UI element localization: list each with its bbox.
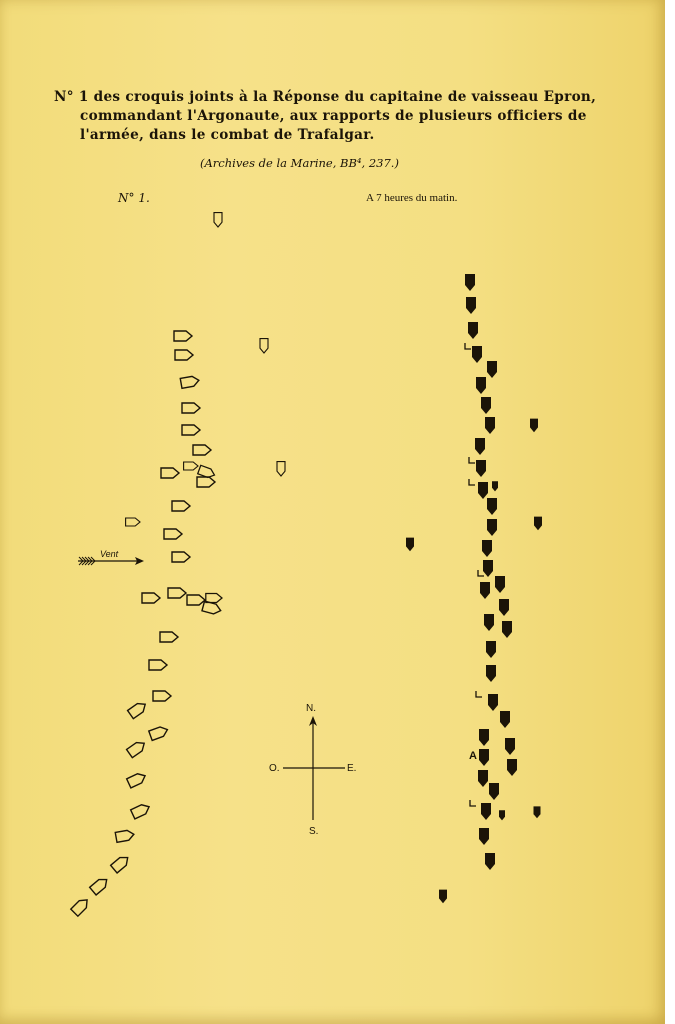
open-ship-hull-icon bbox=[175, 350, 193, 360]
filled-ship-hull-icon bbox=[476, 460, 486, 477]
filled-ship-hull-icon bbox=[472, 346, 482, 363]
filled-ship-hull-icon bbox=[480, 582, 490, 599]
flag-icon bbox=[470, 800, 476, 806]
filled-ship-hull-icon bbox=[488, 694, 498, 711]
flag-icon bbox=[476, 691, 482, 697]
compass-west-label: O. bbox=[269, 763, 280, 774]
open-ship-hull-icon bbox=[164, 529, 182, 539]
filled-ship-hull-icon bbox=[507, 759, 517, 776]
open-ship-hull-icon bbox=[153, 691, 171, 701]
open-ship-hull-icon bbox=[197, 477, 215, 487]
filled-ship-hull-icon bbox=[487, 361, 497, 378]
open-ship-hull-icon bbox=[172, 501, 190, 511]
filled-ship-hull-icon bbox=[406, 538, 414, 552]
filled-ship-hull-icon bbox=[485, 853, 495, 870]
filled-ship-hull-icon bbox=[499, 810, 505, 820]
open-ship-hull-icon bbox=[202, 601, 222, 615]
open-ship-hull-icon bbox=[115, 829, 134, 842]
filled-ship-hull-icon bbox=[500, 711, 510, 728]
time-label: A 7 heures du matin. bbox=[366, 192, 458, 204]
ship-label-a: A bbox=[469, 750, 477, 762]
open-ship-hull-icon bbox=[71, 896, 91, 916]
open-ship-hull-icon bbox=[182, 403, 200, 413]
filled-ship-hull-icon bbox=[439, 890, 447, 904]
archive-source: (Archives de la Marine, BB⁴, 237.) bbox=[200, 156, 399, 170]
open-ship-hull-icon bbox=[126, 518, 140, 526]
filled-ship-hull-icon bbox=[478, 770, 488, 787]
filled-ship-hull-icon bbox=[486, 665, 496, 682]
filled-ship-hull-icon bbox=[534, 806, 541, 818]
open-ship-hull-icon bbox=[174, 331, 192, 341]
filled-ship-hull-icon bbox=[479, 749, 489, 766]
open-ship-hull-icon bbox=[127, 771, 148, 788]
filled-ship-hull-icon bbox=[483, 560, 493, 577]
open-ship-hull-icon bbox=[260, 339, 268, 353]
open-ship-hull-icon bbox=[168, 588, 186, 598]
filled-ship-hull-icon bbox=[465, 274, 475, 291]
open-ship-hull-icon bbox=[142, 593, 160, 603]
filled-ship-hull-icon bbox=[486, 641, 496, 658]
flag-icon bbox=[465, 343, 471, 349]
open-ship-hull-icon bbox=[180, 375, 199, 388]
flag-icon bbox=[469, 457, 475, 463]
filled-ship-hull-icon bbox=[481, 397, 491, 414]
open-ship-hull-icon bbox=[111, 854, 131, 873]
filled-ship-hull-icon bbox=[466, 297, 476, 314]
open-ship-hull-icon bbox=[90, 876, 110, 895]
filled-ship-hull-icon bbox=[484, 614, 494, 631]
open-ship-hull-icon bbox=[127, 739, 147, 758]
filled-ship-hull-icon bbox=[487, 519, 497, 536]
caption-line-2: commandant l'Argonaute, aux rapports de plusieurs officiers de bbox=[80, 108, 587, 124]
open-ship-hull-icon bbox=[131, 802, 152, 819]
filled-ship-hull-icon bbox=[505, 738, 515, 755]
filled-ship-hull-icon bbox=[482, 540, 492, 557]
wind-label: Vent bbox=[100, 549, 119, 559]
compass-south-label: S. bbox=[309, 826, 319, 837]
open-ship-hull-icon bbox=[277, 462, 285, 476]
filled-ship-hull-icon bbox=[495, 576, 505, 593]
open-ship-hull-icon bbox=[182, 425, 200, 435]
open-ship-hull-icon bbox=[187, 595, 205, 605]
filled-ship-hull-icon bbox=[485, 417, 495, 434]
open-ship-hull-icon bbox=[160, 632, 178, 642]
open-ship-hull-icon bbox=[161, 468, 179, 478]
flag-icon bbox=[469, 479, 475, 485]
sketch-number: N° 1. bbox=[118, 191, 150, 205]
filled-ship-hull-icon bbox=[476, 377, 486, 394]
open-ship-hull-icon bbox=[149, 725, 169, 741]
filled-ship-hull-icon bbox=[530, 419, 538, 433]
filled-ship-hull-icon bbox=[489, 783, 499, 800]
open-ship-hull-icon bbox=[172, 552, 190, 562]
filled-ship-hull-icon bbox=[478, 482, 488, 499]
filled-ship-hull-icon bbox=[479, 729, 489, 746]
open-ship-hull-icon bbox=[128, 700, 148, 719]
open-ship-hull-icon bbox=[214, 213, 222, 227]
filled-ship-hull-icon bbox=[502, 621, 512, 638]
open-ship-hull-icon bbox=[149, 660, 167, 670]
filled-ship-hull-icon bbox=[468, 322, 478, 339]
open-ship-hull-icon bbox=[184, 462, 198, 470]
filled-ship-hull-icon bbox=[479, 828, 489, 845]
caption-line-3: l'armée, dans le combat de Trafalgar. bbox=[80, 127, 375, 143]
filled-ship-hull-icon bbox=[475, 438, 485, 455]
filled-ship-hull-icon bbox=[492, 481, 498, 491]
filled-ship-hull-icon bbox=[487, 498, 497, 515]
filled-ship-hull-icon bbox=[481, 803, 491, 820]
caption-line-1: N° 1 des croquis joints à la Réponse du capitaine de vaisseau Epron, bbox=[54, 89, 597, 105]
filled-ship-hull-icon bbox=[499, 599, 509, 616]
open-ship-hull-icon bbox=[193, 445, 211, 455]
open-ship-hull-icon bbox=[206, 594, 222, 603]
filled-ship-hull-icon bbox=[534, 517, 542, 531]
compass-east-label: E. bbox=[347, 763, 357, 774]
compass-north-label: N. bbox=[306, 703, 316, 714]
